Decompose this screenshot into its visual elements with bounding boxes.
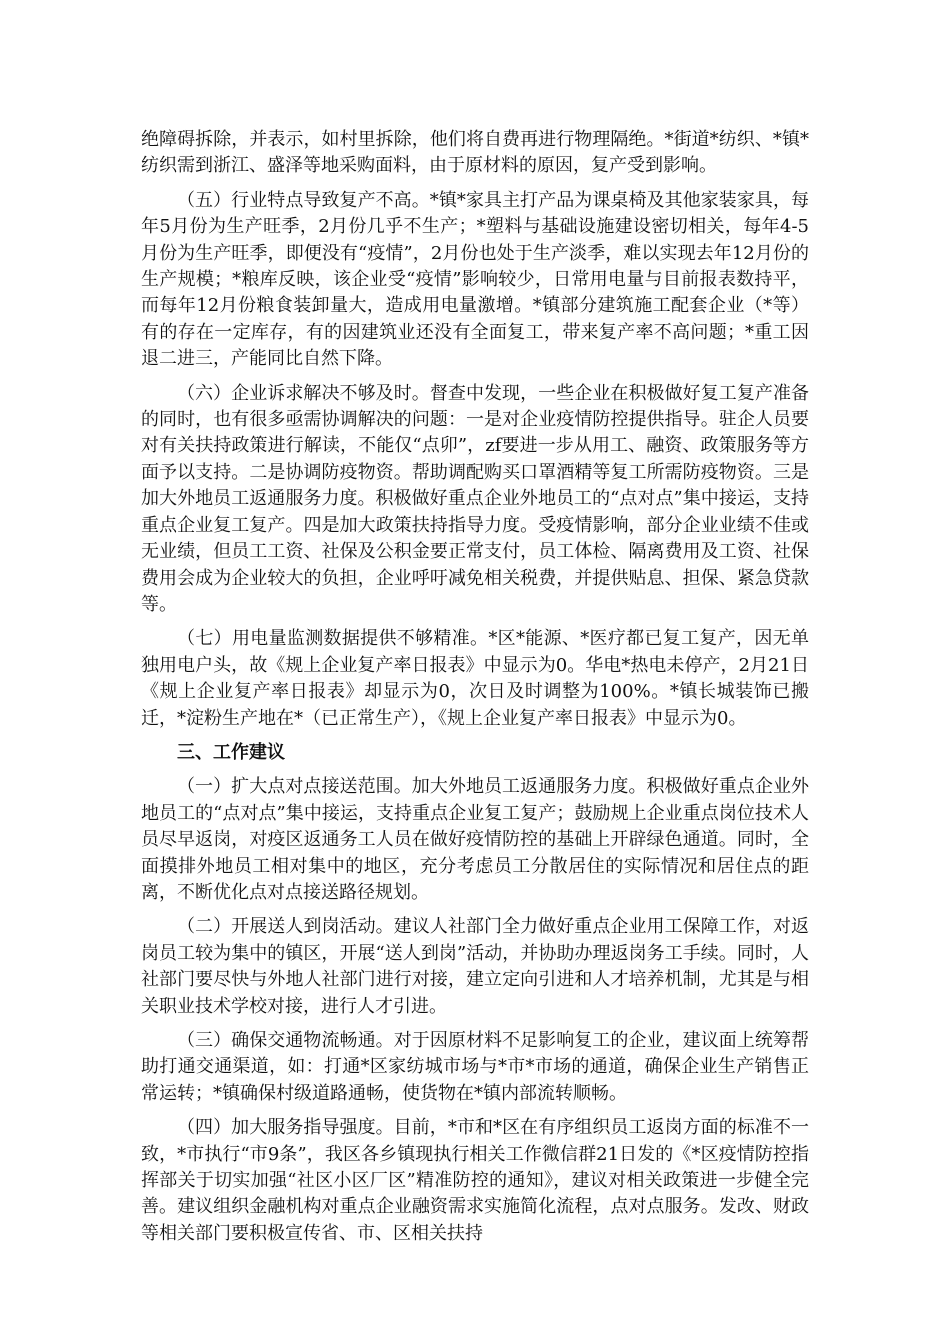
paragraph-item-5: （五）行业特点导致复产不高。*镇*家具主打产品为课桌椅及其他家装家具，每年5月份为生产旺季，2月份几乎不生产；*塑料与基础设施建设密切相关，每年4-5月份为生产旺季，即便没有“疫情”，2月份也处于生产淡季，难以实现去年12月份的生产规模；*粮库反映，该企业受“疫情”影响较少，日常用电量与目前报表数持平，而每年12月份粮食装卸量大，造成用电量激增。*镇部分建筑施工配套企业（*等）有的存在一定库存，有的因建筑业还没有全面复工，带来复产率不高问题；*重工因退二进三，产能同比自然下降。 — [141, 189, 809, 370]
suggestion-item-4: （四）加大服务指导强度。目前，*市和*区在有序组织员工返岗方面的标准不一致，*市执行“市9条”，我区各乡镇现执行相关工作微信群21日发的《*区疫情防控指挥部关于切实加强“社区小区厂区”精准防控的通知》，建议对相关政策进一步健全完善。建议组织金融机构对重点企业融资需求实施简化流程，点对点服务。发改、财政等相关部门要积极宣传省、市、区相关扶持 — [141, 1117, 809, 1244]
paragraph-item-7: （七）用电量监测数据提供不够精准。*区*能源、*医疗都已复工复产，因无单独用电户头，故《规上企业复产率日报表》中显示为0。华电*热电未停产，2月21日《规上企业复产率日报表》却显示为0，次日及时调整为100%。*镇长城装饰已搬迁，*淀粉生产地在*（已正常生产），《规上企业复产率日报表》中显示为0。 — [141, 628, 809, 729]
section-heading: 三、工作建议 — [177, 741, 285, 763]
suggestion-item-1: （一）扩大点对点接送范围。加大外地员工返通服务力度。积极做好重点企业外地员工的“点对点”集中接运，支持重点企业复工复产；鼓励规上企业重点岗位技术人员尽早返岗，对疫区返通务工人员在做好疫情防控的基础上开辟绿色通道。同时，全面摸排外地员工相对集中的地区，充分考虑员工分散居住的实际情况和居住点的距离，不断优化点对点接送路径规划。 — [141, 776, 809, 903]
suggestion-item-2: （二）开展送人到岗活动。建议人社部门全力做好重点企业用工保障工作，对返岗员工较为集中的镇区，开展“送人到岗”活动，并协助办理返岗务工手续。同时，人社部门要尽快与外地人社部门进行对接，建立定向引进和人才培养机制，尤其是与相关职业技术学校对接，进行人才引进。 — [141, 916, 809, 1017]
suggestion-item-3: （三）确保交通物流畅通。对于因原材料不足影响复工的企业，建议面上统筹帮助打通交通渠道，如：打通*区家纺城市场与*市*市场的通道，确保企业生产销售正常运转；*镇确保村级道路通畅，使货物在*镇内部流转顺畅。 — [141, 1030, 809, 1104]
paragraph-continued: 绝障碍拆除，并表示，如村里拆除，他们将自费再进行物理隔绝。*街道*纺织、*镇*纺织需到浙江、盛泽等地采购面料，由于原材料的原因，复产受到影响。 — [141, 129, 809, 177]
paragraph-item-6: （六）企业诉求解决不够及时。督查中发现，一些企业在积极做好复工复产准备的同时，也有很多亟需协调解决的问题：一是对企业疫情防控提供指导。驻企人员要对有关扶持政策进行解读，不能仅“点卯”，zf要进一步从用工、融资、政策服务等方面予以支持。二是协调防疫物资。帮助调配购买口罩酒精等复工所需防疫物资。三是加大外地员工返通服务力度。积极做好重点企业外地员工的“点对点”集中接运，支持重点企业复工复产。四是加大政策扶持指导力度。受疫情影响，部分企业业绩不佳或无业绩，但员工工资、社保及公积金要正常支付，员工体检、隔离费用及工资、社保费用会成为企业较大的负担，企业呼吁减免相关税费，并提供贴息、担保、紧急贷款等。 — [141, 382, 809, 615]
document-body — [141, 127, 809, 1255]
